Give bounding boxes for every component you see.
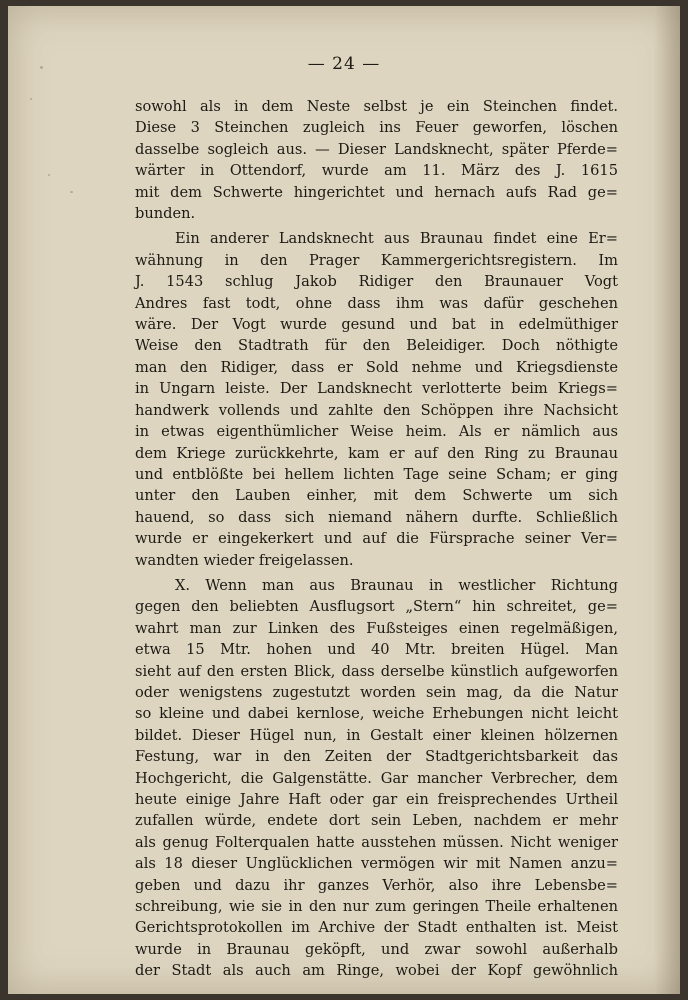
text-line: Hochgericht, die Galgenstätte. Gar mancher Verbrecher, dem (135, 769, 618, 787)
text-line: sowohl als in dem Neste selbst je ein Steinchen findet. (135, 98, 618, 115)
text-line: wärter in Ottendorf, wurde am 11. März des J. 1615 (135, 162, 618, 180)
text-line: oder wenigstens zugestutzt worden sein mag, da die Natur (135, 683, 618, 701)
paragraph (135, 96, 618, 224)
text-line: geben und dazu ihr ganzes Verhör, also ihre Lebensbe= (135, 876, 618, 894)
text-line: so kleine und dabei kernlose, weiche Erhebungen nicht leicht (135, 705, 618, 723)
text-line: hauend, so dass sich niemand nähern durfte. Schließlich (135, 508, 618, 526)
text-line: gegen den beliebten Ausflugsort „Stern“ hin schreitet, ge= (135, 598, 618, 616)
text-line: als genug Folterqualen hatte ausstehen müssen. Nicht weniger (135, 833, 618, 851)
text-line: heute einige Jahre Haft oder gar ein freisprechendes Urtheil (135, 791, 618, 808)
paper-speck (70, 191, 73, 193)
body-text (135, 96, 618, 986)
book-page (8, 6, 680, 994)
text-line: in etwas eigenthümlicher Weise heim. Als er nämlich aus (135, 423, 618, 441)
text-line: bildet. Dieser Hügel nun, in Gestalt einer kleinen hölzernen (135, 726, 618, 744)
text-line: etwa 15 Mtr. hohen und 40 Mtr. breiten Hügel. Man (135, 641, 618, 659)
paragraph (135, 575, 618, 982)
text-line: handwerk vollends und zahlte den Schöppen ihre Nachsicht (135, 401, 618, 419)
text-line: wurde er eingekerkert und auf die Fürsprache seiner Ver= (135, 530, 618, 548)
paper-speck (30, 98, 32, 100)
text-line: und entblößte bei hellem lichten Tage seine Scham; er ging (135, 465, 618, 483)
text-line: unter den Lauben einher, mit dem Schwerte um sich (135, 487, 618, 505)
text-line: mit dem Schwerte hingerichtet und hernach aufs Rad ge= (135, 183, 618, 201)
text-line: Gerichtsprotokollen im Archive der Stadt enthalten ist. Meist (135, 919, 618, 937)
text-line: zufallen würde, endete dort sein Leben, nachdem er mehr (135, 812, 618, 830)
text-line: wandten wieder freigelassen. (135, 551, 354, 569)
text-line: wahrt man zur Linken des Fußsteiges einen regelmäßigen, (135, 619, 618, 637)
text-line: wähnung in den Prager Kammergerichtsregistern. Im (135, 251, 618, 269)
text-line: bunden. (135, 205, 196, 223)
text-line: wurde in Braunau geköpft, und zwar sowohl außerhalb (135, 940, 618, 958)
text-line: Andres fast todt, ohne dass ihm was dafür geschehen (135, 294, 618, 312)
text-line: sieht auf den ersten Blick, dass derselbe künstlich aufgeworfen (135, 662, 618, 680)
paper-speck (48, 174, 50, 176)
text-line: Diese 3 Steinchen zugleich ins Feuer geworfen, löschen (135, 119, 618, 137)
text-line: schreibung, wie sie in den nur zum geringen Theile erhaltenen (135, 898, 618, 916)
paragraph (135, 228, 618, 571)
page-number: — 24 — (307, 54, 381, 74)
text-line: Ein anderer Landsknecht aus Braunau findet eine Er= (175, 230, 618, 248)
text-line: man den Ridiger, dass er Sold nehme und Kriegsdienste (135, 358, 618, 376)
text-line: wäre. Der Vogt wurde gesund und bat in edelmüthiger (135, 316, 618, 334)
text-line: Weise den Stadtrath für den Beleidiger. Doch nöthigte (135, 337, 618, 355)
text-line: dasselbe sogleich aus. — Dieser Landsknecht, später Pferde= (135, 140, 618, 158)
text-line: X. Wenn man aus Braunau in westlicher Richtung (175, 576, 618, 594)
text-line: der Stadt als auch am Ringe, wobei der Kopf gewöhnlich (135, 962, 618, 980)
text-line: als 18 dieser Unglücklichen vermögen wir mit Namen anzu= (135, 855, 618, 873)
text-line: J. 1543 schlug Jakob Ridiger den Braunauer Vogt (135, 273, 618, 291)
text-line: in Ungarn leiste. Der Landsknecht verlotterte beim Kriegs= (135, 380, 618, 398)
text-line: Festung, war in den Zeiten der Stadtgerichtsbarkeit das (135, 748, 618, 766)
text-line: dem Kriege zurückkehrte, kam er auf den Ring zu Braunau (135, 444, 618, 462)
